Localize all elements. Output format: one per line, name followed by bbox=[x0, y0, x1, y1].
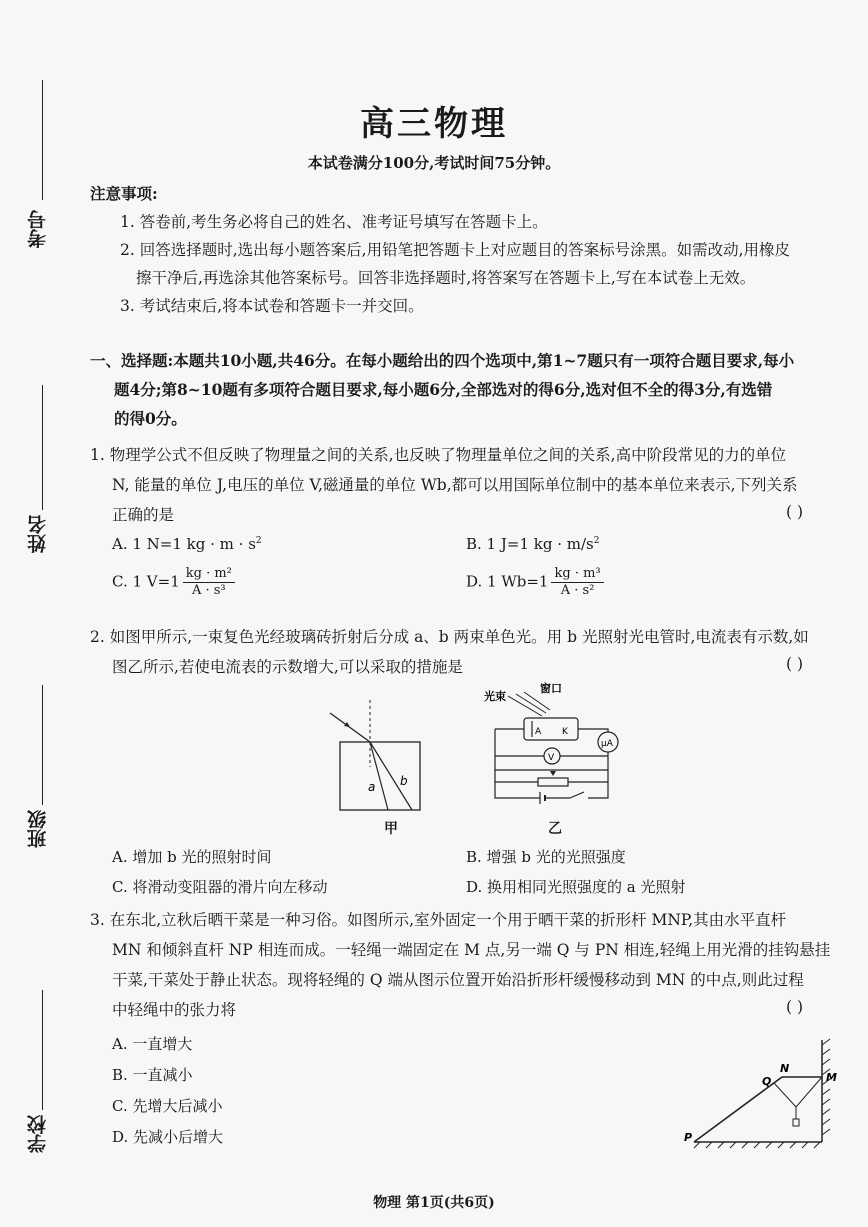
notice-item: 3. 考试结束后,将本试卷和答题卡一并交回。 bbox=[120, 297, 424, 315]
figure-yi-caption: 乙 bbox=[548, 821, 562, 837]
notice-item: 2. 回答选择题时,选出每小题答案后,用铅笔把答题卡上对应题目的答案标号涂黑。如需改动,用橡皮 bbox=[120, 241, 790, 259]
q1-option-d-text: D. 1 Wb=1 bbox=[466, 572, 549, 591]
glass-block bbox=[340, 742, 420, 810]
q1-option-b-text: B. 1 J=1 kg · m/s bbox=[466, 535, 594, 553]
label-m: M bbox=[826, 1071, 837, 1084]
fraction-numerator: kg · m² bbox=[183, 566, 235, 583]
q1-answer-paren: ( ) bbox=[786, 503, 804, 521]
q3-stem: 干菜,干菜处于静止状态。现将轻绳的 Q 端从图示位置开始沿折形杆缓慢移动到 MN 的中点,则此过程 bbox=[112, 971, 804, 989]
q1-option-b[interactable] bbox=[466, 535, 599, 553]
label-q: Q bbox=[762, 1075, 772, 1088]
page-subtitle: 本试卷满分100分,考试时间75分钟。 bbox=[307, 154, 561, 172]
q1-option-a-text: A. 1 N=1 kg · m · s bbox=[112, 535, 256, 553]
q1-option-d-fraction bbox=[551, 566, 603, 599]
fraction-denominator: A · s² bbox=[560, 583, 595, 598]
q2-stem: 2. 如图甲所示,一束复色光经玻璃砖折射后分成 a、b 两束单色光。用 b 光照射光电管时,电流表有示数,如 bbox=[90, 628, 809, 646]
q1-stem: N, 能量的单位 J,电压的单位 V,磁通量的单位 Wb,都可以用国际单位制中的基本单位来表示,下列关系 bbox=[112, 476, 798, 494]
q3-option-d[interactable]: D. 先减小后增大 bbox=[112, 1128, 224, 1146]
q2-option-d[interactable]: D. 换用相同光照强度的 a 光照射 bbox=[466, 878, 686, 896]
q1-option-a[interactable] bbox=[112, 535, 262, 553]
q2-answer-paren: ( ) bbox=[786, 655, 804, 673]
q1-option-b-sup: 2 bbox=[593, 536, 600, 546]
label-cathode: K bbox=[562, 727, 568, 737]
notice-item: 1. 答卷前,考生务必将自己的姓名、准考证号填写在答题卡上。 bbox=[120, 213, 548, 231]
notice-heading: 注意事项: bbox=[90, 184, 158, 203]
section-heading: 的得0分。 bbox=[114, 409, 187, 428]
name-label: 姓名 bbox=[27, 515, 49, 553]
school-line bbox=[42, 990, 43, 1110]
label-n: N bbox=[780, 1062, 790, 1075]
q1-option-d[interactable] bbox=[466, 566, 604, 599]
q1-option-a-sup: 2 bbox=[255, 536, 262, 546]
q3-option-c[interactable]: C. 先增大后减小 bbox=[112, 1097, 223, 1115]
page-footer: 物理 第1页(共6页) bbox=[373, 1195, 495, 1211]
rheostat-slider bbox=[550, 771, 556, 776]
q3-stem: MN 和倾斜直杆 NP 相连而成。一轻绳一端固定在 M 点,另一端 Q 与 PN 相连,轻绳上用光滑的挂钩悬挂 bbox=[112, 941, 831, 959]
incident-ray bbox=[330, 713, 370, 742]
q1-option-c[interactable] bbox=[112, 566, 235, 599]
ground-hatching bbox=[694, 1142, 820, 1148]
dried-vegetables bbox=[793, 1119, 799, 1126]
label-b: b bbox=[400, 774, 408, 788]
fraction-denominator: A · s³ bbox=[191, 583, 226, 598]
label-microammeter: μA bbox=[601, 739, 613, 749]
q3-stem: 中轻绳中的张力将 bbox=[112, 1001, 237, 1019]
class-line bbox=[42, 685, 43, 805]
ray-a bbox=[370, 742, 388, 810]
label-a: a bbox=[368, 780, 376, 794]
q2-option-c[interactable]: C. 将滑动变阻器的滑片向左移动 bbox=[112, 878, 328, 896]
exam-no-label: 考号 bbox=[27, 210, 49, 248]
q3-answer-paren: ( ) bbox=[786, 998, 804, 1016]
q3-option-b[interactable]: B. 一直减小 bbox=[112, 1066, 193, 1084]
figure-jia-caption: 甲 bbox=[384, 821, 398, 837]
section-heading: 题4分;第8~10题有多项符合题目要求,每小题6分,全部选对的得6分,选对但不全的得3分,有选错 bbox=[114, 380, 773, 399]
q3-stem: 3. 在东北,立秋后晒干菜是一种习俗。如图所示,室外固定一个用于晒干菜的折形杆 MNP,其由水平直杆 bbox=[90, 911, 787, 929]
label-window: 窗口 bbox=[540, 682, 562, 695]
label-p: P bbox=[684, 1131, 693, 1144]
label-anode: A bbox=[535, 727, 542, 737]
label-voltmeter: V bbox=[548, 753, 555, 763]
wall-hatching bbox=[822, 1039, 830, 1135]
q2-figure-jia bbox=[320, 695, 430, 835]
section-heading: 一、选择题:本题共10小题,共46分。在每小题给出的四个选项中,第1~7题只有一项符合题目要求,每小 bbox=[90, 351, 795, 370]
q1-stem: 1. 物理学公式不但反映了物理量之间的关系,也反映了物理量单位之间的关系,高中阶段常见的力的单位 bbox=[90, 446, 787, 464]
q1-option-c-text: C. 1 V=1 bbox=[112, 572, 180, 591]
rope bbox=[774, 1077, 822, 1107]
q1-option-c-fraction bbox=[183, 566, 235, 599]
q2-option-a[interactable]: A. 增加 b 光的照射时间 bbox=[112, 848, 272, 866]
q2-figure-yi bbox=[480, 680, 630, 810]
class-label: 班级 bbox=[27, 810, 49, 848]
q1-stem: 正确的是 bbox=[112, 506, 175, 524]
switch bbox=[570, 792, 584, 798]
notice-item: 擦干净后,再选涂其他答案标号。回答非选择题时,将答案写在答题卡上,写在本试卷上无效。 bbox=[136, 269, 756, 287]
rheostat bbox=[538, 778, 568, 786]
q3-figure bbox=[680, 1035, 850, 1150]
q2-option-b[interactable]: B. 增强 b 光的光照强度 bbox=[466, 848, 626, 866]
beam-ray bbox=[508, 696, 542, 716]
label-beam: 光束 bbox=[484, 690, 506, 703]
name-line bbox=[42, 385, 43, 510]
q2-stem: 图乙所示,若使电流表的示数增大,可以采取的措施是 bbox=[112, 658, 463, 676]
school-label: 学校 bbox=[27, 1115, 49, 1153]
page-title: 高三物理 bbox=[360, 104, 508, 144]
fraction-numerator: kg · m³ bbox=[551, 566, 603, 583]
q3-option-a[interactable]: A. 一直增大 bbox=[112, 1035, 193, 1053]
